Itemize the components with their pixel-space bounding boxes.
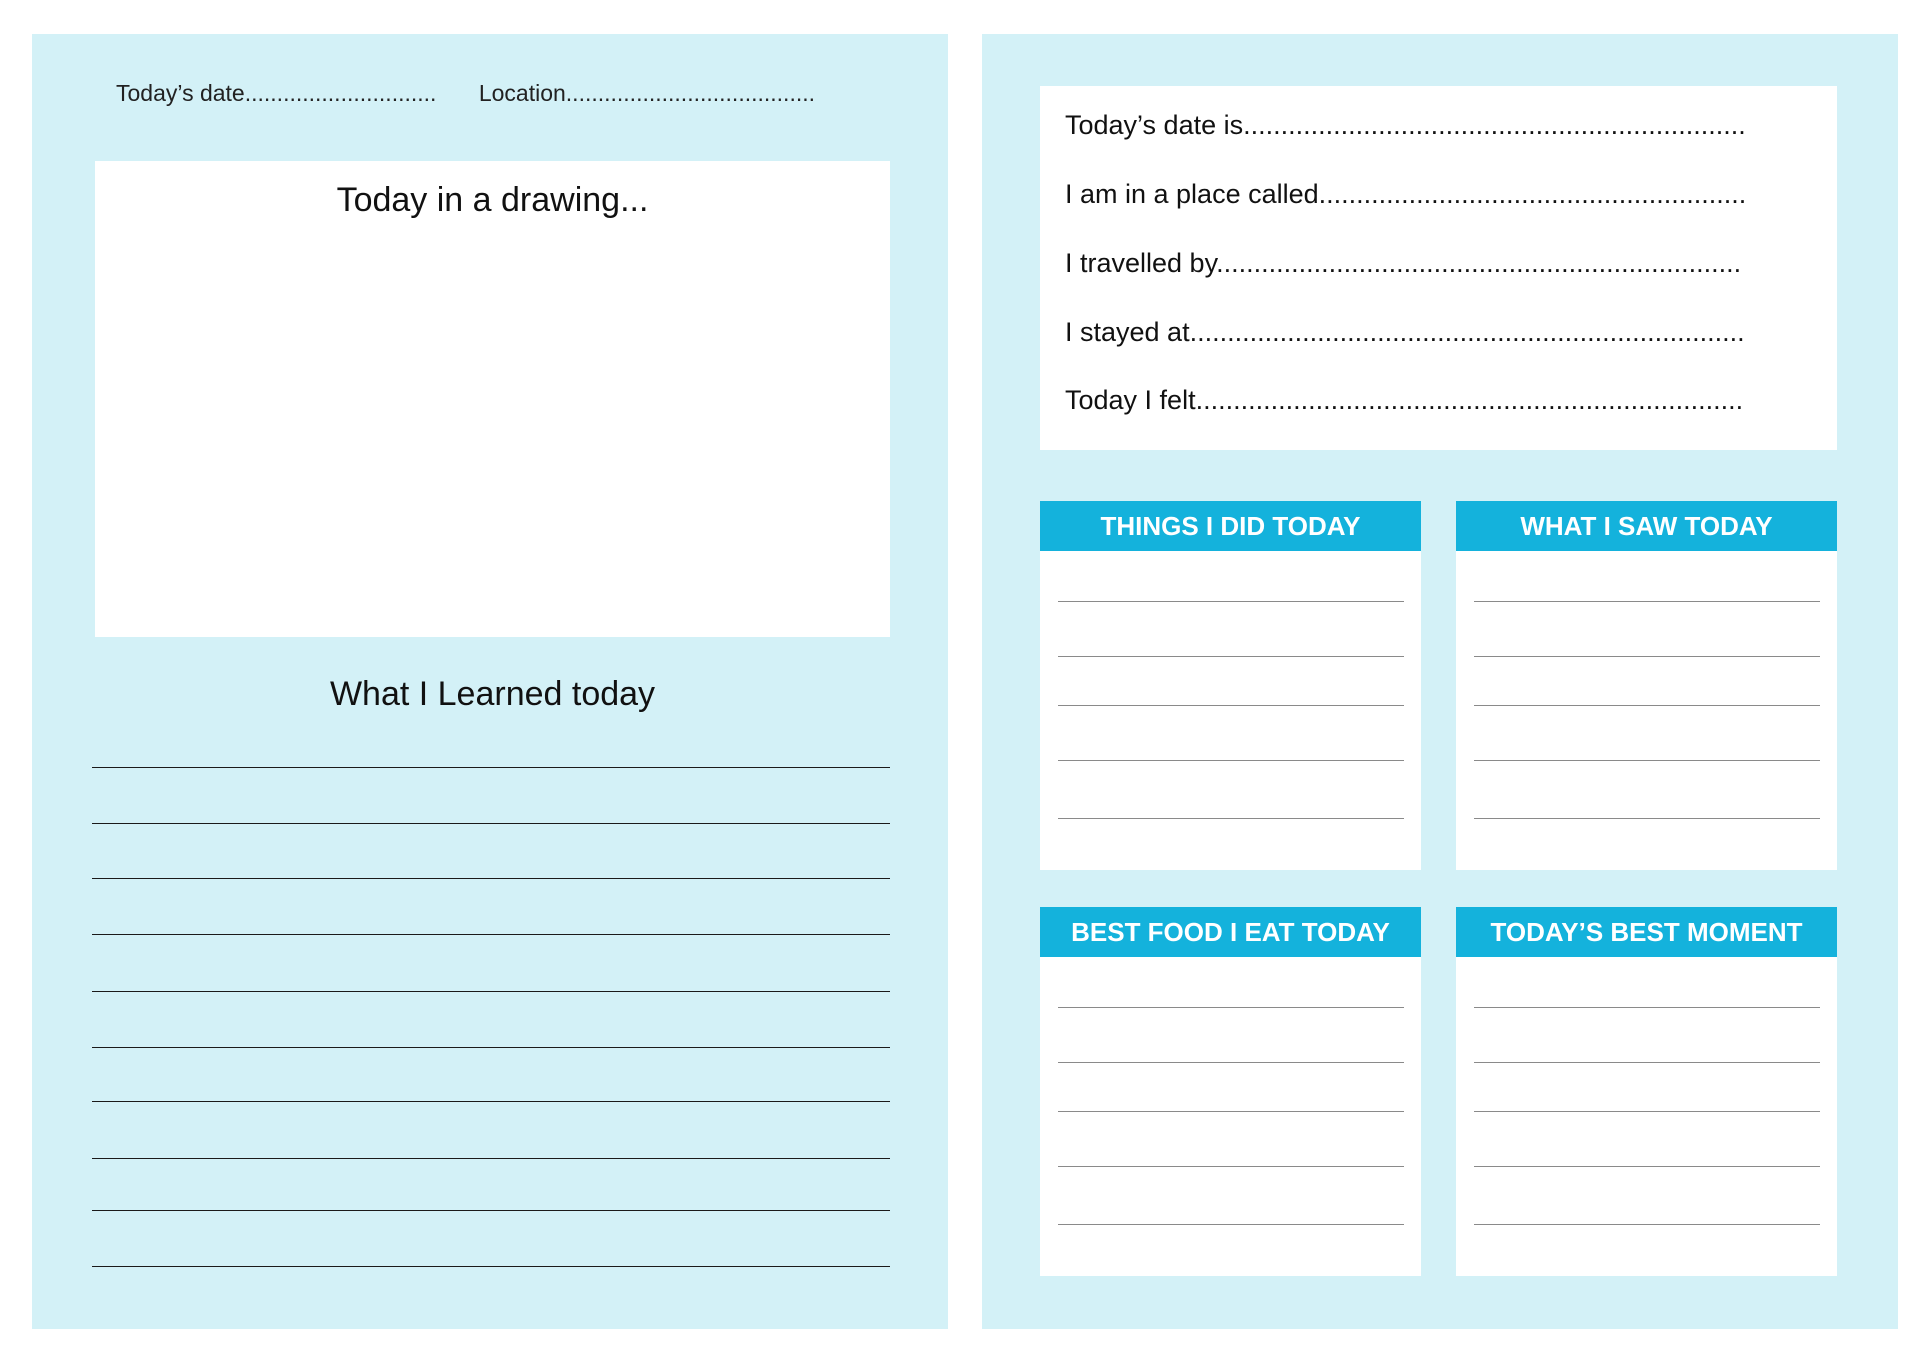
card-header: THINGS I DID TODAY: [1040, 501, 1421, 551]
what-i-saw-card: [1456, 501, 1837, 870]
card-writing-line[interactable]: [1474, 1111, 1820, 1112]
date-location-row: [116, 80, 815, 107]
info-line-date[interactable]: Today’s date is...................................................................: [1065, 110, 1746, 140]
card-writing-line[interactable]: [1474, 656, 1820, 657]
drawing-title: Today in a drawing...: [336, 181, 649, 219]
card-writing-line[interactable]: [1058, 705, 1404, 706]
card-writing-line[interactable]: [1058, 1111, 1404, 1112]
writing-line[interactable]: [92, 823, 890, 824]
right-journal-page: [982, 34, 1898, 1329]
card-writing-line[interactable]: [1474, 818, 1820, 819]
daily-info-box: [1040, 86, 1837, 450]
writing-line[interactable]: [92, 1101, 890, 1102]
card-writing-line[interactable]: [1474, 601, 1820, 602]
learned-today-heading: What I Learned today: [329, 675, 656, 713]
left-journal-page: [32, 34, 948, 1329]
location-field[interactable]: Location.......................................: [478, 80, 816, 106]
card-writing-line[interactable]: [1474, 760, 1820, 761]
card-header: TODAY’S BEST MOMENT: [1456, 907, 1837, 957]
card-writing-line[interactable]: [1058, 760, 1404, 761]
card-writing-line[interactable]: [1058, 818, 1404, 819]
writing-line[interactable]: [92, 1158, 890, 1159]
best-moment-card: [1456, 907, 1837, 1276]
card-writing-line[interactable]: [1058, 1007, 1404, 1008]
card-header: BEST FOOD I EAT TODAY: [1040, 907, 1421, 957]
best-food-card: [1040, 907, 1421, 1276]
drawing-area[interactable]: [95, 161, 890, 637]
card-writing-line[interactable]: [1474, 1062, 1820, 1063]
card-writing-line[interactable]: [1474, 1224, 1820, 1225]
info-line-feeling[interactable]: Today I felt.........................................................................: [1065, 385, 1744, 415]
card-writing-line[interactable]: [1474, 1007, 1820, 1008]
writing-line[interactable]: [92, 991, 890, 992]
writing-line[interactable]: [92, 1266, 890, 1267]
writing-line[interactable]: [92, 934, 890, 935]
card-writing-line[interactable]: [1058, 1062, 1404, 1063]
todays-date-field[interactable]: Today’s date..............................: [116, 80, 437, 106]
things-i-did-card: [1040, 501, 1421, 870]
writing-line[interactable]: [92, 1210, 890, 1211]
card-writing-line[interactable]: [1058, 656, 1404, 657]
card-writing-line[interactable]: [1058, 1166, 1404, 1167]
info-line-stay[interactable]: I stayed at..........................................................................: [1065, 317, 1745, 347]
writing-line[interactable]: [92, 1047, 890, 1048]
card-writing-line[interactable]: [1474, 1166, 1820, 1167]
card-writing-line[interactable]: [1058, 601, 1404, 602]
writing-line[interactable]: [92, 767, 890, 768]
card-header: WHAT I SAW TODAY: [1456, 501, 1837, 551]
info-line-place[interactable]: I am in a place called.........................................................: [1065, 179, 1747, 209]
writing-line[interactable]: [92, 878, 890, 879]
card-writing-line[interactable]: [1058, 1224, 1404, 1225]
info-line-travel[interactable]: I travelled by......................................................................: [1065, 248, 1742, 278]
card-writing-line[interactable]: [1474, 705, 1820, 706]
